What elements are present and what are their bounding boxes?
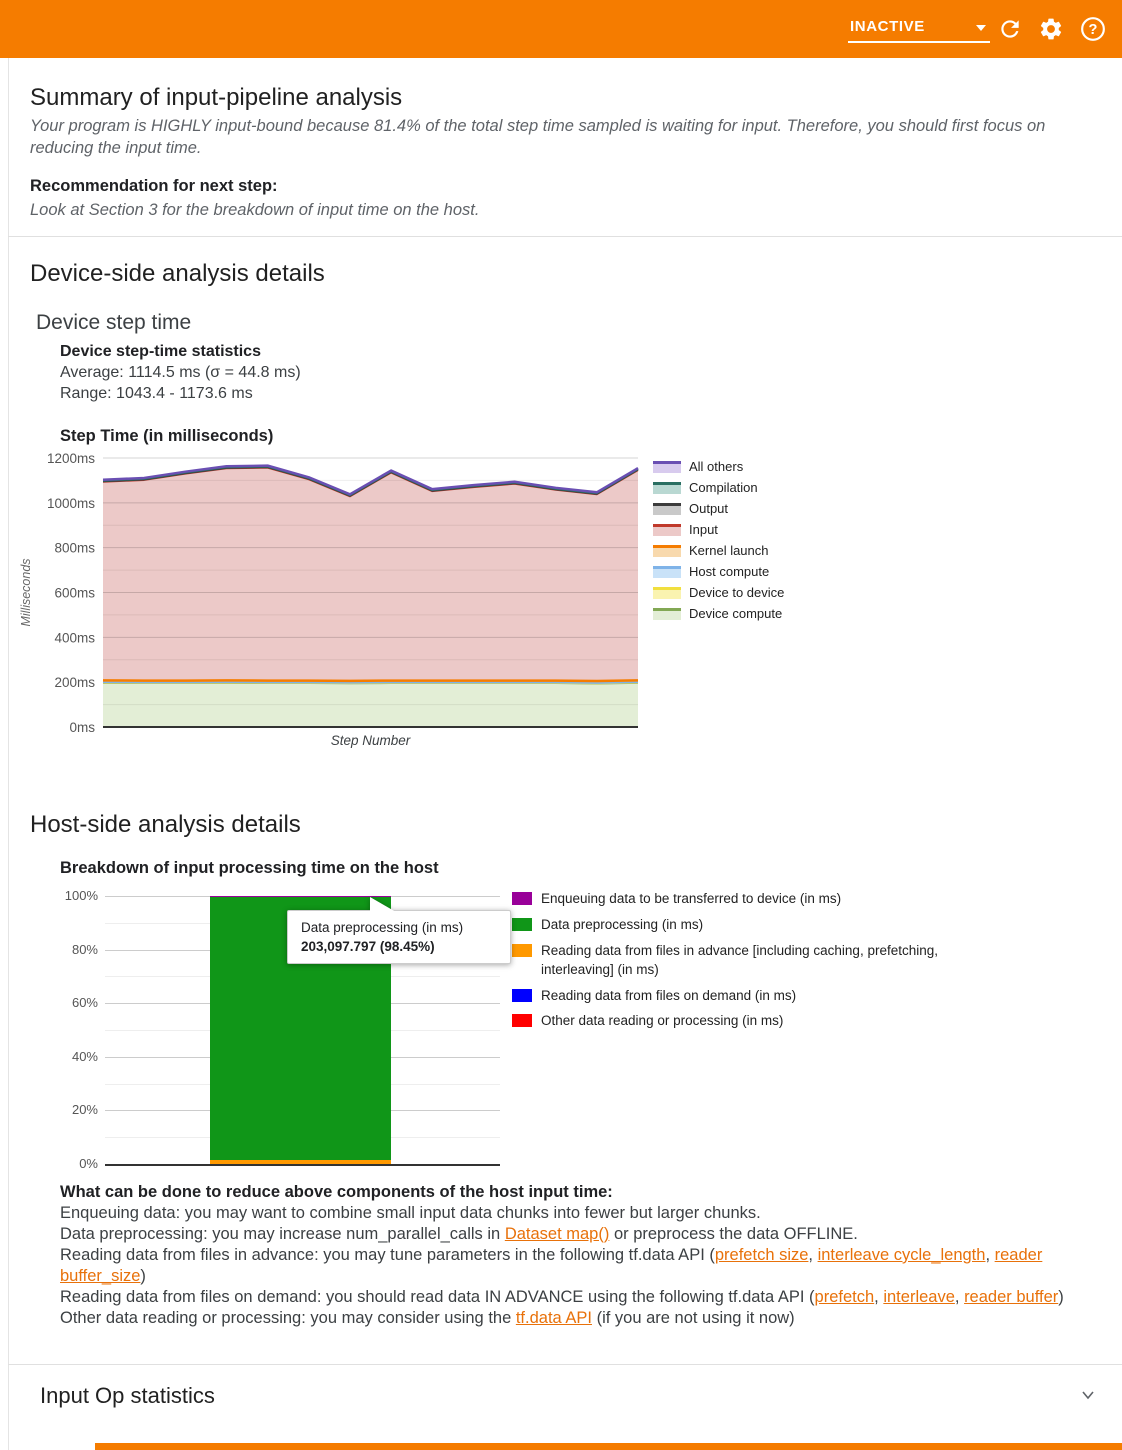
legend-label: Data preprocessing (in ms)	[541, 916, 704, 932]
advice-block	[60, 1182, 1110, 1329]
legend-label: All others	[689, 459, 744, 474]
svg-text:Step Number: Step Number	[330, 733, 411, 748]
legend-item	[653, 519, 784, 540]
recommendation-title: Recommendation for next step:	[30, 177, 278, 195]
advice-link[interactable]: prefetch size	[714, 1245, 809, 1264]
advice-link[interactable]: prefetch	[814, 1287, 875, 1306]
advice-link[interactable]: interleave cycle_length	[817, 1245, 986, 1264]
advice-line: Enqueuing data: you may want to combine small input data chunks into fewer but larger chunks.	[60, 1203, 761, 1222]
legend-item	[512, 1012, 941, 1031]
legend-swatch	[512, 918, 532, 931]
advice-link[interactable]: reader buffer	[964, 1287, 1059, 1306]
tooltip-series-name: Data preprocessing (in ms)	[301, 920, 464, 935]
step-time-area-chart	[16, 448, 652, 752]
device-section-title: Device-side analysis details	[30, 260, 325, 287]
svg-text:400ms: 400ms	[54, 630, 95, 646]
tooltip-value: 203,097.797 (98.45%)	[301, 939, 435, 954]
legend-label: Compilation	[689, 480, 758, 495]
refresh-icon[interactable]	[997, 16, 1023, 42]
axis-tick-label: 100%	[64, 888, 98, 903]
axis-tick-label: 20%	[71, 1102, 98, 1118]
svg-text:0ms: 0ms	[69, 720, 95, 735]
axis-tick-label: 80%	[71, 941, 98, 957]
legend-label: Other data reading or processing (in ms)	[541, 1013, 784, 1029]
svg-text:600ms: 600ms	[54, 585, 95, 601]
app-toolbar	[0, 0, 1122, 58]
legend-item	[653, 498, 784, 519]
legend-item	[512, 916, 941, 935]
device-stats-title: Device step-time statistics	[60, 343, 261, 360]
legend-item	[653, 540, 784, 561]
bar-segment	[210, 1160, 391, 1164]
legend-item	[653, 477, 784, 498]
axis-tick-label: 0%	[79, 1156, 98, 1171]
input-op-statistics-title: Input Op statistics	[40, 1383, 215, 1408]
legend-swatch	[653, 503, 681, 515]
summary-body: Your program is HIGHLY input-bound because 81.4% of the total step time sampled is waiting for input. Therefore, you should first focus on reducing the input time.	[30, 117, 1046, 157]
advice-line: Data preprocessing: you may increase num_parallel_calls in Dataset map() or preprocess the data OFFLINE.	[60, 1224, 858, 1243]
section-divider	[8, 236, 1122, 237]
legend-item	[653, 603, 784, 624]
capture-status-dropdown[interactable]	[848, 15, 990, 43]
legend-item	[512, 942, 941, 980]
advice-link[interactable]: tf.data API	[515, 1308, 592, 1327]
legend-swatch	[653, 524, 681, 536]
settings-gear-icon[interactable]	[1038, 16, 1064, 42]
legend-label: Kernel launch	[689, 543, 769, 558]
legend-item	[512, 890, 941, 909]
legend-swatch	[653, 566, 681, 578]
svg-text:1000ms: 1000ms	[46, 495, 95, 511]
legend-item	[653, 582, 784, 603]
legend-swatch	[512, 944, 532, 957]
legend-label: Host compute	[689, 564, 770, 579]
legend-item	[653, 456, 784, 477]
legend-swatch	[512, 892, 532, 905]
legend-swatch	[653, 608, 681, 620]
legend-label: Input	[689, 522, 718, 537]
legend-label: Reading data from files on demand (in ms)	[541, 987, 797, 1003]
summary-title: Summary of input-pipeline analysis	[30, 84, 403, 111]
input-op-statistics-panel-header[interactable]	[8, 1365, 1122, 1435]
legend-label: Reading data from files in advance [including caching, prefetching, interleaving] (in ms)	[541, 942, 938, 977]
legend-swatch	[653, 545, 681, 557]
chevron-down-icon	[976, 25, 986, 31]
recommendation-body: Look at Section 3 for the breakdown of input time on the host.	[30, 201, 480, 219]
svg-text:200ms: 200ms	[54, 675, 95, 691]
device-chart-legend	[653, 456, 784, 624]
bar-segment	[210, 896, 391, 897]
legend-item	[512, 987, 941, 1006]
legend-swatch	[512, 1014, 532, 1027]
host-section-title: Host-side analysis details	[30, 811, 301, 838]
help-icon[interactable]	[1080, 16, 1106, 42]
expand-chevron-icon[interactable]	[1080, 1389, 1096, 1401]
tooltip-pointer	[370, 897, 396, 912]
legend-label: Output	[689, 501, 729, 516]
svg-text:Milliseconds: Milliseconds	[19, 558, 33, 627]
chart-tooltip	[287, 910, 511, 964]
host-chart-legend	[512, 890, 941, 1038]
svg-text:?: ?	[1088, 22, 1098, 39]
advice-link[interactable]: Dataset map()	[504, 1224, 610, 1243]
axis-tick-label: 60%	[71, 995, 98, 1011]
advice-link[interactable]: interleave	[883, 1287, 955, 1306]
legend-label: Device compute	[689, 606, 783, 621]
capture-status-label: INACTIVE	[850, 18, 925, 35]
legend-swatch	[653, 461, 681, 473]
advice-line: Reading data from files on demand: you should read data IN ADVANCE using the following tf.data API (prefetch, interleave, reader buffer)	[60, 1287, 1064, 1306]
advice-line: Reading data from files in advance: you may tune parameters in the following tf.data API (prefetch size, interleave cycle_length, reader buffer_size)	[60, 1245, 1043, 1285]
device-step-time-title: Device step time	[36, 311, 192, 334]
axis-tick-label: 40%	[71, 1048, 98, 1064]
svg-text:1200ms: 1200ms	[46, 451, 95, 466]
legend-label: Device to device	[689, 585, 785, 600]
host-chart-title: Breakdown of input processing time on the host	[60, 859, 439, 877]
gridline	[105, 1164, 500, 1166]
advice-title: What can be done to reduce above components of the host input time:	[60, 1183, 613, 1201]
legend-swatch	[653, 587, 681, 599]
device-stats-range: Range: 1043.4 - 1173.6 ms	[60, 385, 253, 402]
step-time-chart-title: Step Time (in milliseconds)	[60, 427, 274, 445]
legend-swatch	[653, 482, 681, 494]
legend-item	[653, 561, 784, 582]
card-left-border	[8, 58, 9, 1450]
next-section-toolbar-edge	[95, 1443, 1122, 1450]
advice-lines	[60, 1203, 1110, 1329]
svg-text:800ms: 800ms	[54, 540, 95, 556]
legend-swatch	[512, 989, 532, 1002]
legend-label: Enqueuing data to be transferred to device (in ms)	[541, 891, 842, 906]
advice-link[interactable]: reader buffer_size	[60, 1245, 1043, 1285]
advice-line: Other data reading or processing: you may consider using the tf.data API (if you are not using it now)	[60, 1308, 795, 1327]
device-stats-average: Average: 1114.5 ms (σ = 44.8 ms)	[60, 364, 301, 381]
